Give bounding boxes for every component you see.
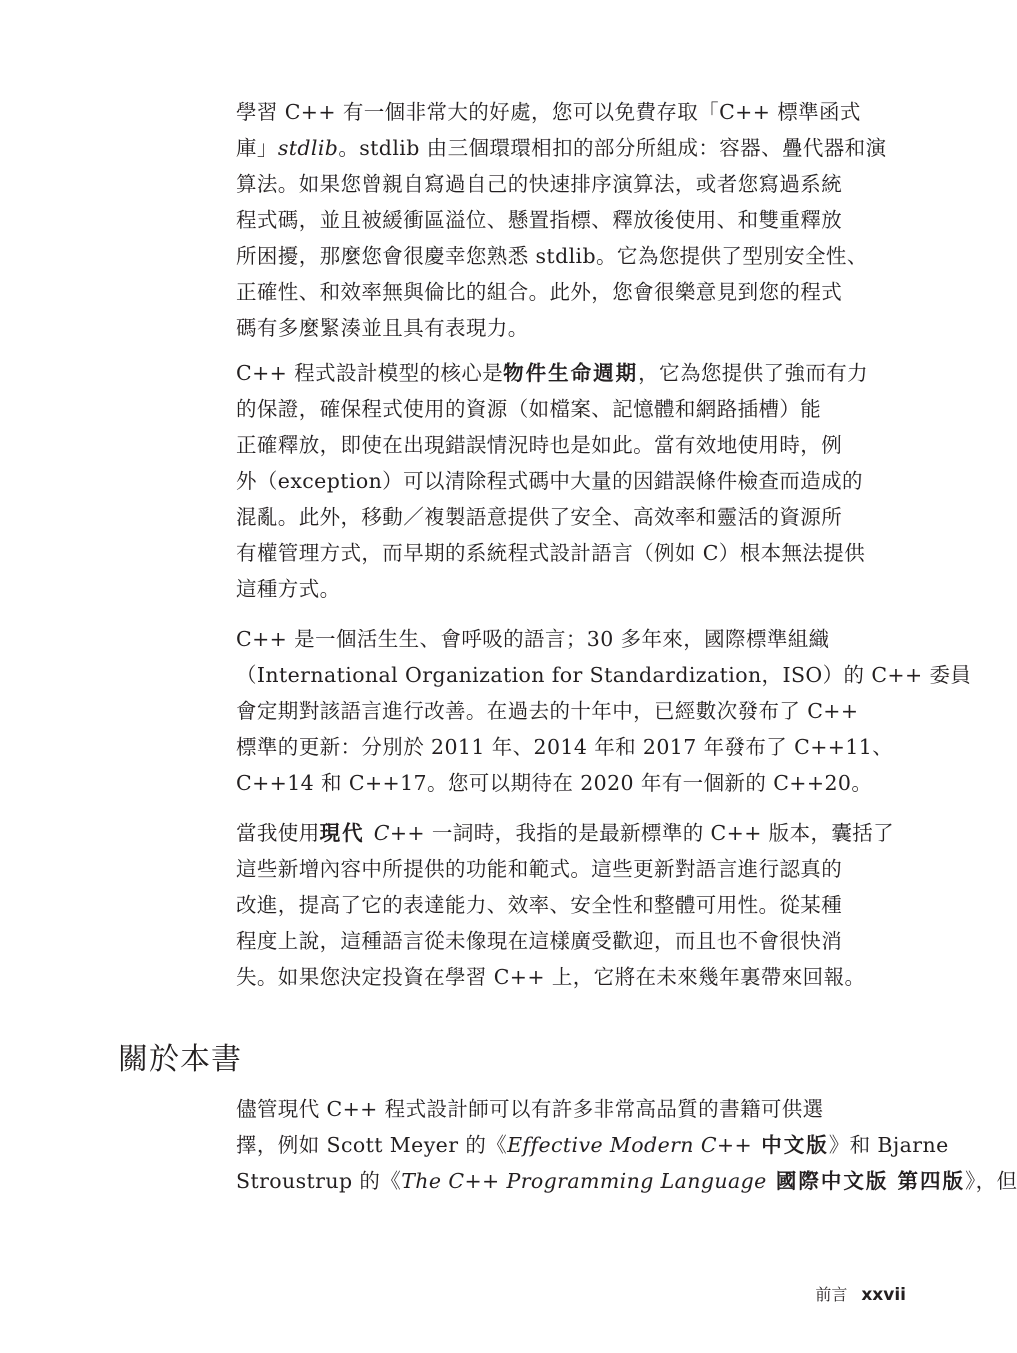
text-line	[236, 310, 906, 346]
text-line	[236, 851, 906, 887]
text-line	[236, 959, 906, 995]
text-line	[236, 238, 906, 274]
text-run: 所困擾，那麼您會很慶幸您熟悉 stdlib。它為您提供了型別安全性、	[236, 244, 868, 268]
text-run: 混亂。此外，移動／複製語意提供了安全、高效率和靈活的資源所	[236, 505, 843, 529]
text-line	[236, 391, 906, 427]
text-line	[236, 499, 906, 535]
text-run: 正確釋放，即使在出現錯誤情況時也是如此。當有效地使用時，例	[236, 433, 843, 457]
text-line	[236, 815, 906, 851]
text-line	[236, 274, 906, 310]
text-run: C++ 程式設計模型的核心是	[236, 361, 504, 385]
text-line	[236, 1091, 906, 1127]
text-run: 碼有多麼緊湊並且具有表現力。	[236, 316, 529, 340]
text-line	[236, 887, 906, 923]
text-run: 正確性、和效率無與倫比的組合。此外，您會很樂意見到您的程式	[236, 280, 843, 304]
paragraph-living-language	[236, 621, 972, 801]
text-run: 這些新增內容中所提供的功能和範式。這些更新對語言進行認真的	[236, 857, 843, 881]
paragraph-object-lifecycle	[236, 355, 906, 607]
paragraph-about-book	[236, 1091, 1017, 1199]
emphasis-text: 國際中文版 第四版	[766, 1169, 965, 1193]
emphasis-text: 中文版	[752, 1133, 829, 1157]
text-run: 當我使用	[236, 821, 320, 845]
section-heading: 關於本書	[118, 1042, 242, 1077]
italic-text: Effective Modern C++	[507, 1133, 753, 1157]
footer-label: 前言	[815, 1285, 848, 1304]
text-run: 一詞時，我指的是最新標準的 C++ 版本，囊括了	[425, 821, 895, 845]
text-line	[236, 693, 906, 729]
text-run: 會定期對該語言進行改善。在過去的十年中，已經數次發布了 C++	[236, 699, 859, 723]
text-line	[236, 1127, 949, 1163]
text-run: 庫」	[236, 136, 278, 160]
text-run: 改進，提高了它的表達能力、效率、安全性和整體可用性。從某種	[236, 893, 843, 917]
text-line	[236, 427, 906, 463]
text-line	[236, 657, 972, 693]
text-run: 的保證，確保程式使用的資源（如檔案、記憶體和網路插槽）能	[236, 397, 822, 421]
text-run: Stroustrup 的《	[236, 1169, 402, 1193]
text-run: 有權管理方式，而早期的系統程式設計語言（例如 C）根本無法提供	[236, 541, 866, 565]
text-line	[236, 765, 906, 801]
text-run: 標準的更新：分別於 2011 年、2014 年和 2017 年發布了 C++11、	[236, 735, 894, 759]
text-run: ，它為您提供了強而有力	[638, 361, 869, 385]
text-run: 外（exception）可以清除程式碼中大量的因錯誤條件檢查而造成的	[236, 469, 863, 493]
page-footer	[815, 1282, 906, 1305]
text-run: 儘管現代 C++ 程式設計師可以有許多非常高品質的書籍可供選	[236, 1097, 824, 1121]
text-line	[236, 621, 906, 657]
page-number: xxvii	[861, 1285, 906, 1305]
text-run: 》和 Bjarne	[828, 1133, 949, 1157]
text-line	[236, 94, 906, 130]
text-run: 。stdlib 由三個環環相扣的部分所組成：容器、疊代器和演	[338, 136, 887, 160]
text-run: 學習 C++ 有一個非常大的好處，您可以免費存取「C++ 標準函式	[236, 100, 861, 124]
text-line	[236, 729, 906, 765]
text-run: 失。如果您決定投資在學習 C++ 上，它將在未來幾年裏帶來回報。	[236, 965, 866, 989]
emphasis-text: 現代	[319, 821, 374, 845]
text-line	[236, 1163, 1017, 1199]
text-line	[236, 463, 906, 499]
paragraph-stdlib	[236, 94, 906, 346]
paragraph-modern-cpp	[236, 815, 906, 995]
text-run: 程式碼，並且被緩衝區溢位、懸置指標、釋放後使用、和雙重釋放	[236, 208, 843, 232]
text-line	[236, 571, 906, 607]
text-run: C++14 和 C++17。您可以期待在 2020 年有一個新的 C++20。	[236, 771, 873, 795]
text-line	[236, 355, 906, 391]
text-run: （International Organization for Standardization，ISO）的 C++ 委員	[236, 663, 972, 687]
italic-text: The C++ Programming Language	[401, 1169, 767, 1193]
text-line	[236, 130, 906, 166]
italic-text: stdlib	[277, 136, 339, 160]
text-run: C++ 是一個活生生、會呼吸的語言；30 多年來，國際標準組織	[236, 627, 830, 651]
text-line	[236, 535, 906, 571]
text-line	[236, 202, 906, 238]
text-run: 程度上說，這種語言從未像現在這樣廣受歡迎，而且也不會很快消	[236, 929, 843, 953]
text-run: 這種方式。	[236, 577, 341, 601]
text-line	[236, 923, 906, 959]
text-line	[236, 166, 906, 202]
emphasis-text: 物件生命週期	[503, 361, 639, 385]
text-run: 》，但	[965, 1169, 1017, 1193]
text-run: 算法。如果您曾親自寫過自己的快速排序演算法，或者您寫過系統	[236, 172, 843, 196]
italic-text: C++	[373, 821, 425, 845]
text-run: 擇，例如 Scott Meyer 的《	[236, 1133, 508, 1157]
